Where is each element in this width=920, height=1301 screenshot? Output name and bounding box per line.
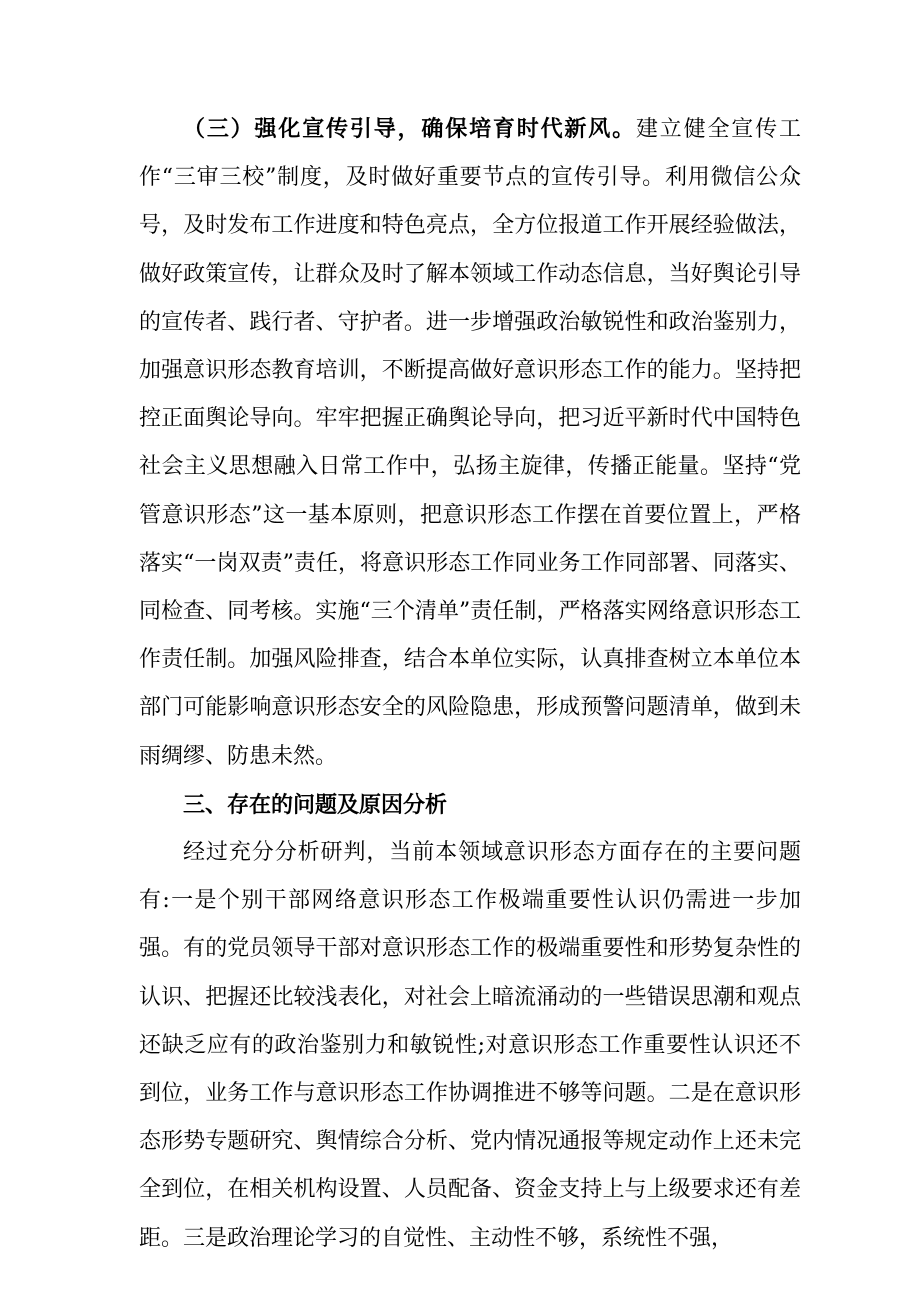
paragraph-body-text: 建立健全宣传工作“三审三校”制度，及时做好重要节点的宣传引导。利用微信公众号，及时发布工作进度和特色亮点，全方位报道工作开展经验做法，做好政策宣传，让群众及时了解本领域工作动态信息，当好舆论引导的宣传者、践行者、守护者。进一步增强政治敏锐性和政治鉴别力，加强意识形态教育培训，不断提高做好意识形态工作的能力。坚持把控正面舆论导向。牢牢把握正确舆论导向，把习近平新时代中国特色社会主义思想融入日常工作中，弘扬主旋律，传播正能量。坚持“党管意识形态”这一基本原则，把意识形态工作摆在首要位置上，严格落实“一岗双责”责任，将意识形态工作同业务工作同部署、同落实、同检查、同考核。实施“三个清单”责任制，严格落实网络意识形态工作责任制。加强风险排查，结合本单位实际，认真排查树立本单位本部门可能影响意识形态安全的风险隐患，形成预警问题清单，做到未雨绸缪、防患未然。 [139,117,801,769]
section-heading-problems: 三、存在的问题及原因分析 [183,791,448,818]
paragraph-problems-analysis: 经过充分分析研判，当前本领域意识形态方面存在的主要问题有:一是个别干部网络意识形态工作极端重要性认识仍需进一步加强。有的党员领导干部对意识形态工作的极端重要性和形势复杂性的认识、把握还比较浅表化，对社会上暗流涌动的一些错误思潮和观点还缺乏应有的政治鉴别力和敏锐性;对意识形态工作重要性认识还不到位，业务工作与意识形态工作协调推进不够等问题。二是在意识形态形势专题研究、舆情综合分析、党内情况通报等规定动作上还未完全到位，在相关机构设置、人员配备、资金支持上与上级要求还有差距。三是政治理论学习的自觉性、主动性不够，系统性不强， [139,840,801,1251]
paragraph-lead-heading: （三）强化宣传引导，确保培育时代新风。 [183,116,636,142]
paragraph-propaganda-guidance [139,105,801,781]
document-page [139,105,801,1263]
